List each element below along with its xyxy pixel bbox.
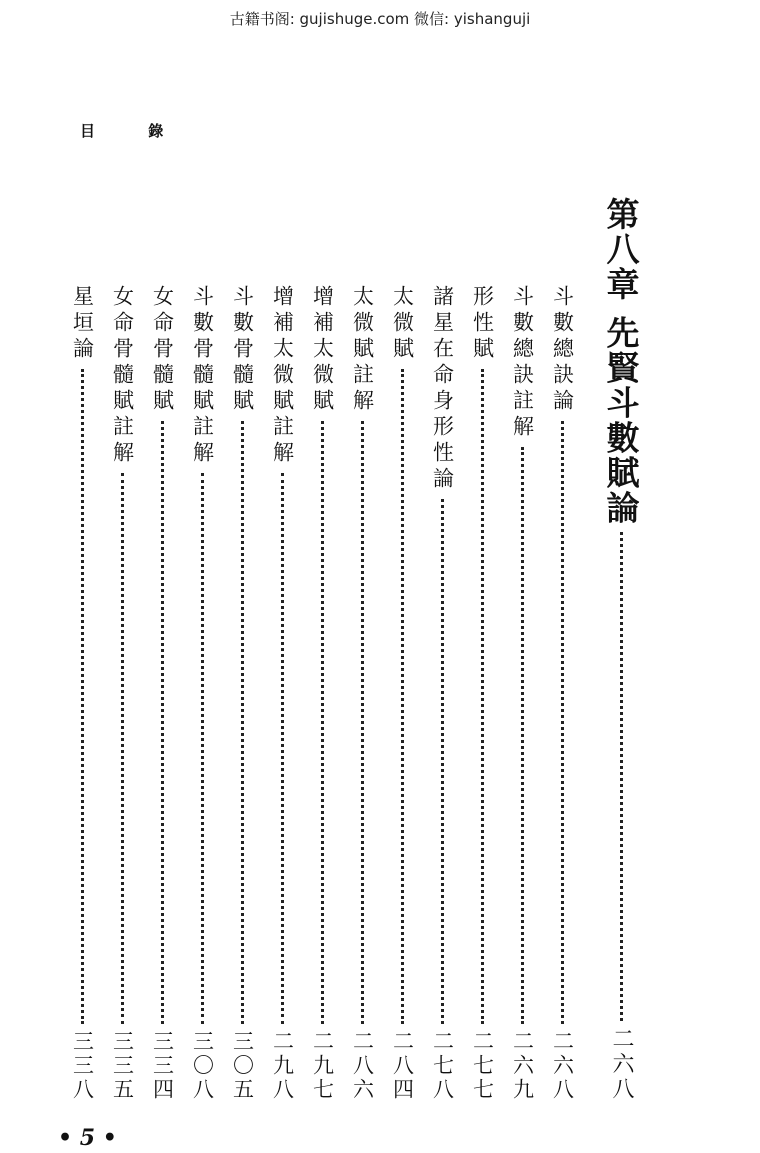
leader-dots <box>241 421 244 1024</box>
toc-entry-page: 三三四 <box>150 1030 175 1102</box>
toc-entry-title: 形性賦 <box>470 285 495 363</box>
toc-entry[interactable] <box>65 285 99 1102</box>
toc-entry-title: 斗數總訣註解 <box>510 285 535 441</box>
toc-entry-title: 斗數骨髓賦 <box>230 285 255 415</box>
toc-entry[interactable] <box>145 285 179 1102</box>
toc-entry-title: 女命骨髓賦 <box>150 285 175 415</box>
leader-dots <box>481 369 484 1024</box>
toc-entry-page: 二七七 <box>470 1030 495 1102</box>
leader-dots <box>161 421 164 1024</box>
toc-entry-page: 二九八 <box>270 1030 295 1102</box>
chapter-title: 第八章 先賢斗數賦論 <box>601 197 641 526</box>
toc-entry-page: 三〇五 <box>230 1030 255 1102</box>
toc-entry-page: 二六九 <box>510 1030 535 1102</box>
toc-entry-title: 星垣論 <box>70 285 95 363</box>
toc-entry-title: 斗數總訣論 <box>550 285 575 415</box>
toc-entry-page: 二七八 <box>430 1030 455 1102</box>
toc-entry-page: 二八六 <box>350 1030 375 1102</box>
toc-entry-page: 三三五 <box>110 1030 135 1102</box>
leader-dots <box>121 473 124 1024</box>
toc-entry-title: 增補太微賦註解 <box>270 285 295 467</box>
running-head: 目 錄 <box>80 122 188 140</box>
toc-entry[interactable] <box>185 285 219 1102</box>
toc-entry[interactable] <box>345 285 379 1102</box>
toc-entry[interactable] <box>505 285 539 1102</box>
leader-dots <box>521 447 524 1024</box>
toc-entry-page: 二九七 <box>310 1030 335 1102</box>
toc-entry[interactable] <box>265 285 299 1102</box>
toc-entry-title: 女命骨髓賦註解 <box>110 285 135 467</box>
leader-dots <box>441 499 444 1024</box>
toc-entry-title: 增補太微賦 <box>310 285 335 415</box>
leader-dots <box>321 421 324 1024</box>
leader-dots <box>401 369 404 1024</box>
chapter-heading <box>601 197 641 1102</box>
toc-entry-title: 斗數骨髓賦註解 <box>190 285 215 467</box>
toc-entry[interactable] <box>425 285 459 1102</box>
toc-entry-title: 諸星在命身形性論 <box>430 285 455 493</box>
toc-entry[interactable] <box>305 285 339 1102</box>
toc-entry-title: 太微賦 <box>390 285 415 363</box>
chapter-page-number: 二六八 <box>609 1027 634 1102</box>
toc-entry[interactable] <box>105 285 139 1102</box>
toc-entry[interactable] <box>385 285 419 1102</box>
toc-entry-page: 二八四 <box>390 1030 415 1102</box>
leader-dots <box>81 369 84 1024</box>
toc-entry[interactable] <box>225 285 259 1102</box>
toc-entry[interactable] <box>545 285 579 1102</box>
leader-dots <box>620 532 623 1022</box>
toc-entry-page: 三〇八 <box>190 1030 215 1102</box>
watermark: 古籍书阁: gujishuge.com 微信: yishanguji <box>229 10 531 28</box>
toc-entry-title: 太微賦註解 <box>350 285 375 415</box>
toc-entry-page: 二六八 <box>550 1030 575 1102</box>
toc-entry[interactable] <box>465 285 499 1102</box>
leader-dots <box>201 473 204 1024</box>
leader-dots <box>361 421 364 1024</box>
leader-dots <box>281 473 284 1024</box>
leader-dots <box>561 421 564 1024</box>
page-number: • 5 • <box>58 1125 117 1151</box>
toc-entry-page: 三三八 <box>70 1030 95 1102</box>
